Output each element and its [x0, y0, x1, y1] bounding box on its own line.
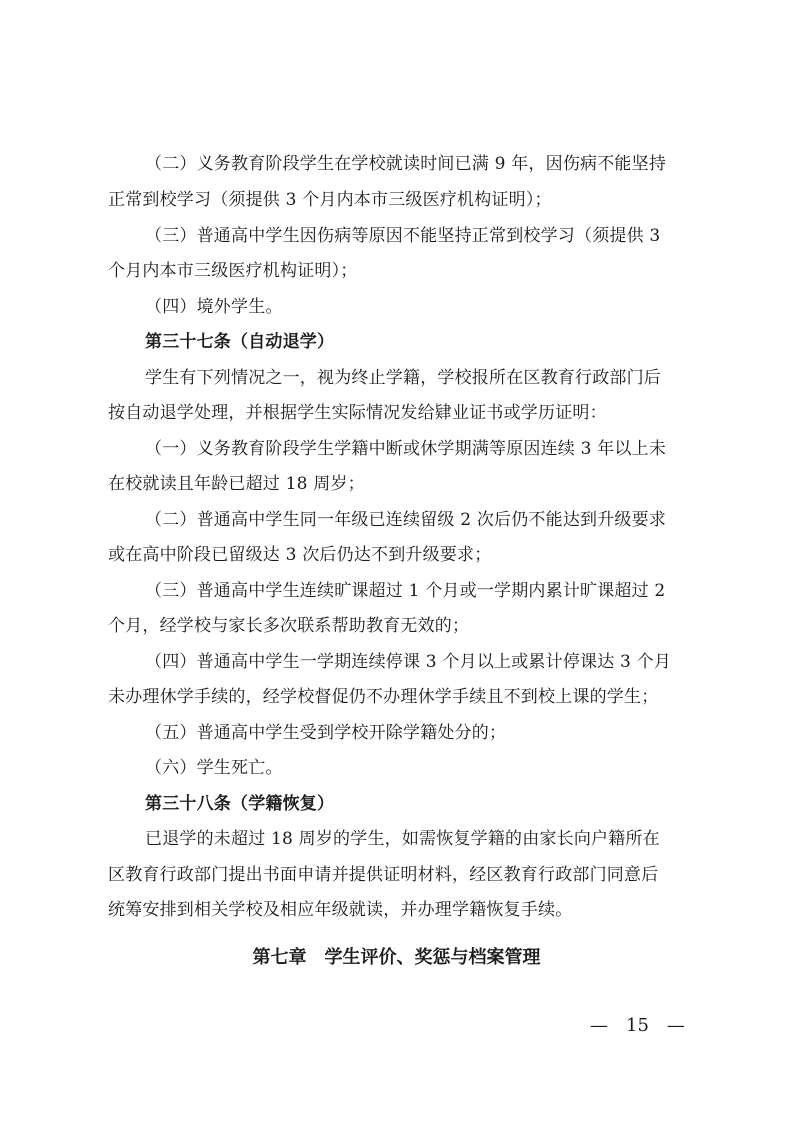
paragraph-line: （一）义务教育阶段学生学籍中断或休学期满等原因连续 3 年以上未 [145, 439, 667, 459]
paragraph-line: 已退学的未超过 18 周岁的学生，如需恢复学籍的由家长向户籍所在 [145, 829, 660, 849]
chapter-title: 第七章 学生评价、奖惩与档案管理 [252, 947, 541, 968]
paragraph-line: （四）普通高中学生一学期连续停课 3 个月以上或累计停课达 3 个月 [145, 652, 672, 672]
paragraph-line: 在校就读且年龄已超过 18 周岁； [108, 474, 365, 494]
page-number: — 15 — [590, 1015, 685, 1036]
paragraph-line: （五）普通高中学生受到学校开除学籍处分的； [145, 723, 507, 743]
paragraph-line: 正常到校学习（须提供 3 个月内本市三级医疗机构证明）； [108, 190, 552, 210]
paragraph-line: 学生有下列情况之一，视为终止学籍，学校报所在区教育行政部门后 [145, 368, 661, 388]
paragraph-line: （三）普通高中学生连续旷课超过 1 个月或一学期内累计旷课超过 2 [145, 581, 666, 601]
paragraph-line: （二）义务教育阶段学生在学校就读时间已满 9 年，因伤病不能坚持 [145, 154, 667, 174]
paragraph-line: 统筹安排到相关学校及相应年级就读，并办理学籍恢复手续。 [108, 900, 573, 920]
paragraph-line: 个月内本市三级医疗机构证明）； [108, 261, 358, 281]
paragraph-line: （二）普通高中学生同一年级已连续留级 2 次后仍不能达到升级要求 [145, 510, 667, 530]
paragraph-line: 区教育行政部门提出书面申请并提供证明材料，经区教育行政部门同意后 [108, 865, 659, 885]
paragraph-line: 个月，经学校与家长多次联系帮助教育无效的； [108, 616, 470, 636]
article-heading: 第三十七条（自动退学） [145, 332, 335, 352]
paragraph-line: 未办理休学手续的，经学校督促仍不办理休学手续且不到校上课的学生； [108, 687, 659, 707]
paragraph-line: （四）境外学生。 [145, 297, 283, 317]
paragraph-line: 按自动退学处理，并根据学生实际情况发给肄业证书或学历证明： [108, 403, 607, 423]
paragraph-line: （六）学生死亡。 [145, 758, 283, 778]
paragraph-line: （三）普通高中学生因伤病等原因不能坚持正常到校学习（须提供 3 [145, 226, 661, 246]
paragraph-line: 或在高中阶段已留级达 3 次后仍达不到升级要求； [108, 545, 492, 565]
article-heading: 第三十八条（学籍恢复） [145, 794, 335, 814]
